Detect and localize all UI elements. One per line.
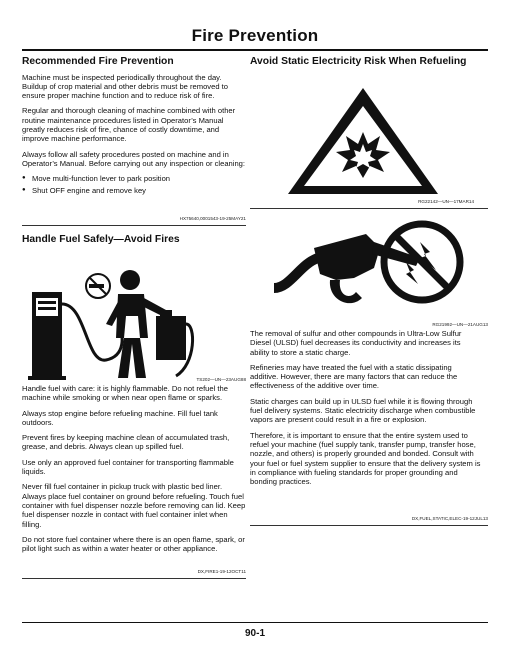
footer-rule xyxy=(22,622,488,623)
section-heading: Avoid Static Electricity Risk When Refueling xyxy=(250,56,467,67)
image-divider xyxy=(250,208,488,209)
paragraph: Never fill fuel container in pickup truck with plastic bed liner. Always place fuel container on ground before refueling. Touch fuel container with fuel dispenser nozzle before removing can lid. Keep fuel dispenser nozzle in contact with fuel container inlet when filling. xyxy=(22,482,246,529)
paragraph: Prevent fires by keeping machine clean of accumulated trash, grease, and debris. Always clean up spilled fuel. xyxy=(22,433,230,452)
section-divider xyxy=(250,525,488,526)
handle-fuel-safely-section xyxy=(22,234,246,251)
paragraph: Regular and thorough cleaning of machine combined with other routine maintenance procedures listed in Operator’s Manual greatly reduces risk of fire, chance of costly downtime, and improve machine performance. xyxy=(22,106,236,144)
paragraph: Machine must be inspected periodically throughout the day. Buildup of crop material and other debris must be removed to ensure proper machine function and to reduce risk of fire. xyxy=(22,72,228,101)
section-divider xyxy=(22,225,246,226)
explosion-warning-icon xyxy=(284,84,442,198)
bullet-item: ● Shut OFF engine and remove key xyxy=(22,186,246,195)
paragraph: Static charges can build up in ULSD fuel while it is flowing through fuel delivery systems. Static electricity discharge when combustible vapors are present could result in a fire or explosion. xyxy=(250,396,476,425)
section-heading: Handle Fuel Safely—Avoid Fires xyxy=(22,234,180,245)
section-heading: Recommended Fire Prevention xyxy=(22,56,174,67)
page-number: 90-1 xyxy=(244,628,265,639)
image-reference-code: RG21992—UN—21AUG13 xyxy=(432,322,488,327)
paragraph: Do not store fuel container where there is an open flame, spark, or pilot light such as within a water heater or other appliance. xyxy=(22,534,245,554)
refuel-no-smoking-illustration xyxy=(26,264,202,382)
reference-code: DX,FUEL,STATIC,ELEC-19-12JUL13 xyxy=(411,516,488,521)
section-divider xyxy=(22,578,246,579)
paragraph: Use only an approved fuel container for transporting flammable liquids. xyxy=(22,457,234,477)
paragraph: Handle fuel with care: it is highly flammable. Do not refuel the machine while smoking or when near open flame or sparks. xyxy=(22,384,228,403)
reference-code: HX75640,0001543-19-25MAY21 xyxy=(179,216,246,221)
paragraph: Always follow all safety procedures posted on machine and in Operator’s Manual. Before carrying out any inspection or cleaning: xyxy=(22,149,246,168)
bullet-item: ● Move multi-function lever to park position xyxy=(22,174,246,183)
recommended-fire-prevention-section xyxy=(22,56,246,199)
title-rule xyxy=(22,49,488,51)
image-reference-code: RG22142—UN—17MAR14 xyxy=(418,199,474,204)
paragraph: The removal of sulfur and other compounds in Ultra-Low Sulfur Diesel (ULSD) fuel decreases its conductivity and increases its ability to store a static charge. xyxy=(250,329,462,357)
static-electricity-section xyxy=(250,56,474,73)
handle-fuel-safely-body xyxy=(22,384,246,559)
reference-code: DX,FIRE1-19-12OCT11 xyxy=(197,569,246,574)
static-electricity-body xyxy=(250,329,482,492)
paragraph: Therefore, it is important to ensure that the entire system used to refuel your machine (fuel supply tank, transfer pump, transfer hose, nozzle, and others) is properly grounded and bonded. Consult with your fuel or fuel system supplier to ensure that the delivery system is in compliance with fueling standards for proper grounding and bonding practices. xyxy=(250,430,481,487)
image-reference-code: TS202—UN—23AUG88 xyxy=(196,377,246,382)
page-title: Fire Prevention xyxy=(191,26,319,45)
fuel-nozzle-static-prohibited-illustration xyxy=(270,218,470,320)
paragraph: Refineries may have treated the fuel with a static dissipating additive. However, there are many factors that can reduce the effectiveness of the additive over time. xyxy=(250,362,458,391)
paragraph: Always stop engine before refueling machine. Fill fuel tank outdoors. xyxy=(22,408,218,427)
